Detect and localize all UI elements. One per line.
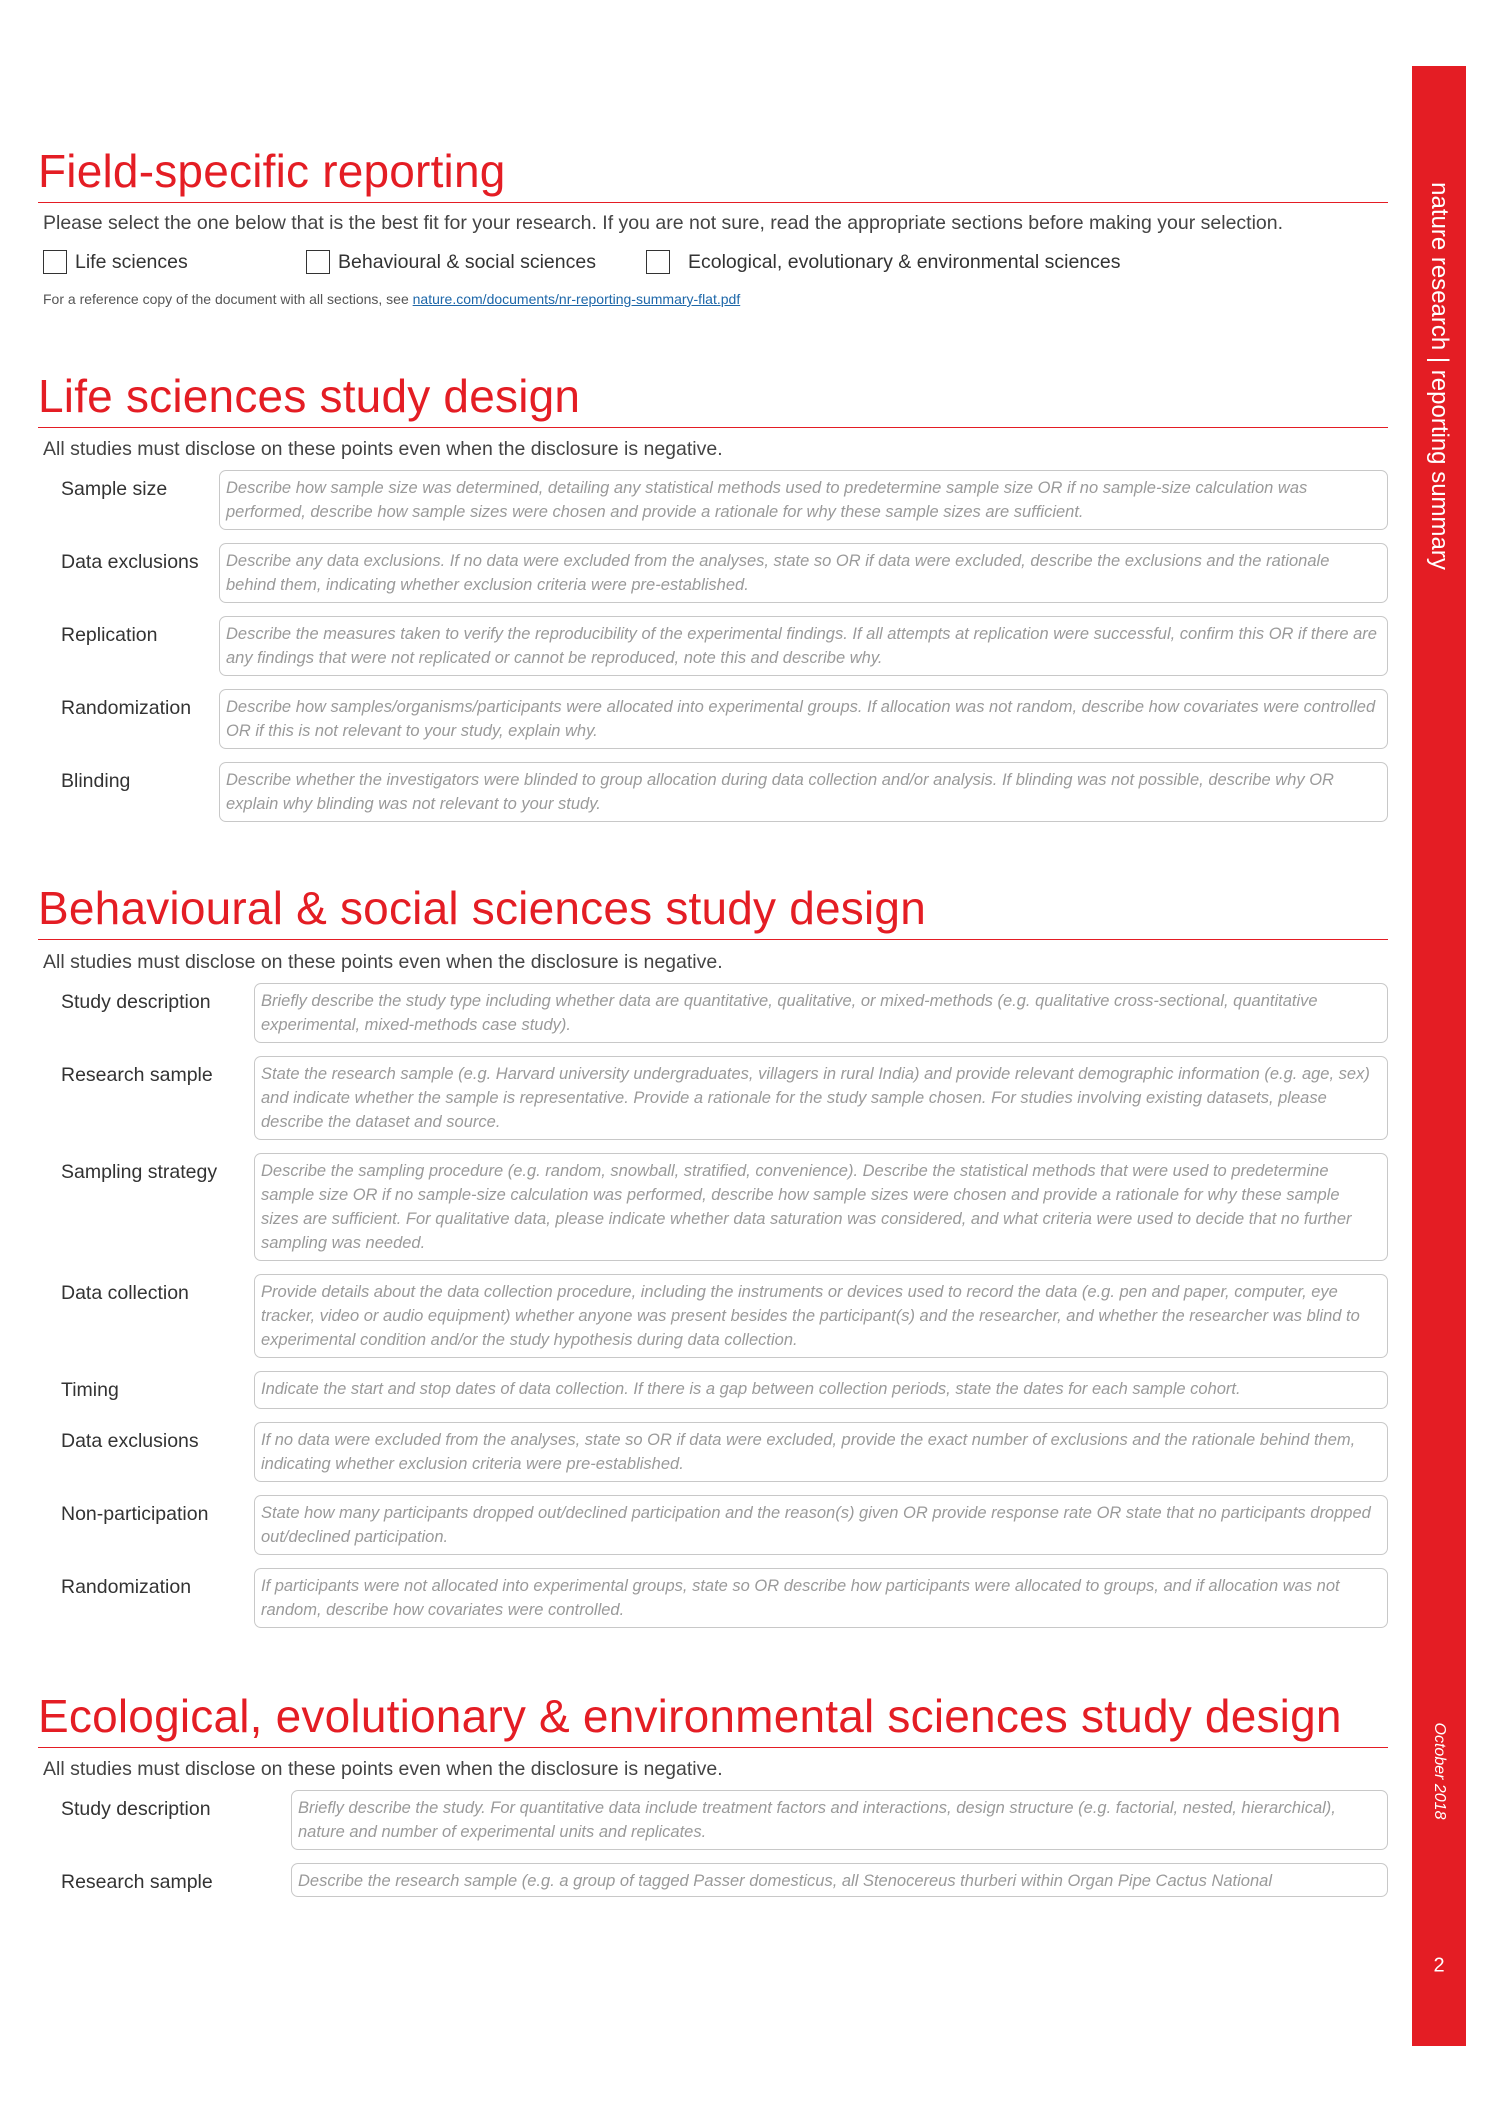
field-options — [43, 250, 1120, 274]
ecological-checkbox[interactable] — [646, 250, 670, 274]
life-sciences-intro: All studies must disclose on these points even when the disclosure is negative. — [43, 438, 723, 460]
sidebar — [1412, 66, 1466, 2046]
life-row-data-exclusions — [38, 543, 1388, 603]
behavioural-title: Behavioural & social sciences study design — [38, 885, 1388, 940]
option-ecological[interactable] — [646, 250, 1120, 274]
study-description-field[interactable]: Briefly describe the study. For quantitative data include treatment factors and interactions, design structure (e.g. factorial, nested, hierarchical), nature and number of experimental units and replicates. — [291, 1790, 1388, 1850]
date-label: October 2018 — [1431, 1722, 1448, 1820]
row-label: Sampling strategy — [61, 1161, 218, 1183]
beh-row-non-participation — [38, 1495, 1388, 1555]
eco-row-study-description — [38, 1790, 1388, 1850]
option-life-sciences[interactable] — [43, 250, 306, 274]
field-specific-intro: Please select the one below that is the best fit for your research. If you are not sure, read the appropriate sections before making your selection. — [43, 212, 1284, 234]
eco-row-research-sample — [38, 1863, 1388, 1897]
randomization-field[interactable]: If participants were not allocated into experimental groups, state so OR describe how participants were allocated to groups, and if allocation was not random, describe how covariates were controlled. — [254, 1568, 1388, 1628]
row-label: Replication — [61, 624, 158, 646]
row-label: Data exclusions — [61, 1430, 199, 1452]
row-label: Blinding — [61, 770, 131, 792]
row-label: Randomization — [61, 697, 192, 719]
life-row-sample-size — [38, 470, 1388, 530]
row-label: Research sample — [61, 1064, 213, 1086]
beh-row-timing — [38, 1371, 1388, 1409]
row-label: Research sample — [61, 1871, 213, 1893]
research-sample-field[interactable]: Describe the research sample (e.g. a group of tagged Passer domesticus, all Stenocereus thurberi within Organ Pipe Cactus National — [291, 1863, 1388, 1897]
row-label: Randomization — [61, 1576, 192, 1598]
journal-label: nature research | reporting summary — [1426, 182, 1453, 570]
life-row-randomization — [38, 689, 1388, 749]
row-label: Study description — [61, 991, 211, 1013]
data-exclusions-field[interactable]: Describe any data exclusions. If no data were excluded from the analyses, state so OR if data were excluded, describe the exclusions and the rationale behind them, indicating whether exclusion criteria were pre-established. — [219, 543, 1388, 603]
row-label: Sample size — [61, 478, 168, 500]
beh-row-sampling-strategy — [38, 1153, 1388, 1261]
option-label: Behavioural & social sciences — [338, 250, 596, 273]
beh-row-data-exclusions — [38, 1422, 1388, 1482]
option-label: Ecological, evolutionary & environmental sciences — [688, 250, 1121, 273]
life-sciences-title: Life sciences study design — [38, 373, 1388, 428]
beh-row-randomization — [38, 1568, 1388, 1628]
option-label: Life sciences — [75, 250, 188, 273]
timing-field[interactable]: Indicate the start and stop dates of data collection. If there is a gap between collection periods, state the dates for each sample cohort. — [254, 1371, 1388, 1409]
research-sample-field[interactable]: State the research sample (e.g. Harvard university undergraduates, villagers in rural India) and provide relevant demographic information (e.g. age, sex) and indicate whether the sample is representative. Provide a rationale for the study sample chosen. For studies involving existing datasets, please describe the dataset and source. — [254, 1056, 1388, 1140]
data-exclusions-field[interactable]: If no data were excluded from the analyses, state so OR if data were excluded, provide the exact number of exclusions and the rationale behind them, indicating whether exclusion criteria were pre-established. — [254, 1422, 1388, 1482]
study-description-field[interactable]: Briefly describe the study type including whether data are quantitative, qualitative, or mixed-methods (e.g. qualitative cross-sectional, quantitative experimental, mixed-methods case study). — [254, 983, 1388, 1043]
beh-row-research-sample — [38, 1056, 1388, 1140]
sampling-strategy-field[interactable]: Describe the sampling procedure (e.g. random, snowball, stratified, convenience). Describe the statistical methods that were used to predetermine sample size OR if no sample-size calculation was performed, describe how sample sizes were chosen and provide a rationale for why these sample sizes are sufficient. For qualitative data, please indicate whether data saturation was considered, and what criteria were used to decide that no further sampling was needed. — [254, 1153, 1388, 1261]
replication-field[interactable]: Describe the measures taken to verify the reproducibility of the experimental findings. If all attempts at replication were successful, confirm this OR if there are any findings that were not replicated or cannot be reproduced, note this and describe why. — [219, 616, 1388, 676]
non-participation-field[interactable]: State how many participants dropped out/declined participation and the reason(s) given OR provide response rate OR state that no participants dropped out/declined participation. — [254, 1495, 1388, 1555]
reference-link[interactable]: nature.com/documents/nr-reporting-summary-flat.pdf — [412, 291, 741, 307]
beh-row-data-collection — [38, 1274, 1388, 1358]
behavioural-intro: All studies must disclose on these points even when the disclosure is negative. — [43, 951, 723, 973]
randomization-field[interactable]: Describe how samples/organisms/participants were allocated into experimental groups. If allocation was not random, describe how covariates were controlled OR if this is not relevant to your study, explain why. — [219, 689, 1388, 749]
data-collection-field[interactable]: Provide details about the data collection procedure, including the instruments or devices used to record the data (e.g. pen and paper, computer, eye tracker, video or audio equipment) whether anyone was present besides the participant(s) and the researcher, and whether the researcher was blind to experimental condition and/or the study hypothesis during data collection. — [254, 1274, 1388, 1358]
life-row-replication — [38, 616, 1388, 676]
behavioural-checkbox[interactable] — [306, 250, 330, 274]
beh-row-study-description — [38, 983, 1388, 1043]
option-behavioural[interactable] — [306, 250, 646, 274]
page-number: 2 — [1433, 1954, 1445, 1977]
row-label: Study description — [61, 1798, 211, 1820]
reference-note — [43, 291, 740, 307]
row-label: Timing — [61, 1379, 119, 1401]
ecological-title: Ecological, evolutionary & environmental sciences study design — [38, 1693, 1388, 1748]
sample-size-field[interactable]: Describe how sample size was determined, detailing any statistical methods used to predetermine sample size OR if no sample-size calculation was performed, describe how sample sizes were chosen and provide a rationale for why these sample sizes are sufficient. — [219, 470, 1388, 530]
blinding-field[interactable]: Describe whether the investigators were blinded to group allocation during data collection and/or analysis. If blinding was not possible, describe why OR explain why blinding was not relevant to your study. — [219, 762, 1388, 822]
ecological-intro: All studies must disclose on these points even when the disclosure is negative. — [43, 1758, 723, 1780]
reference-prefix: For a reference copy of the document with all sections, see — [43, 291, 413, 307]
row-label: Data collection — [61, 1282, 189, 1304]
field-specific-title: Field-specific reporting — [38, 148, 1388, 203]
row-label: Non-participation — [61, 1503, 209, 1525]
life-sciences-checkbox[interactable] — [43, 250, 67, 274]
life-row-blinding — [38, 762, 1388, 822]
row-label: Data exclusions — [61, 551, 199, 573]
